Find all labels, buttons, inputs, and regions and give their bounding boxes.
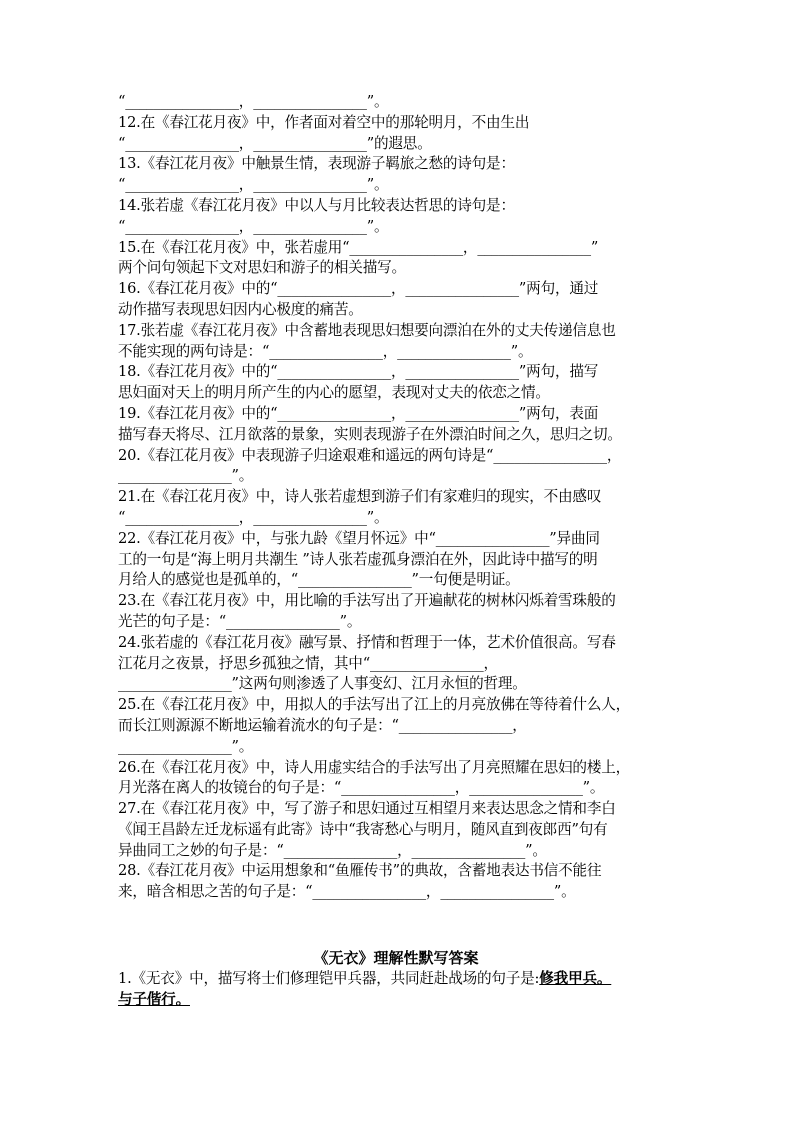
q14-line2: “________________，________________”。	[118, 217, 389, 235]
q13-line1: 13.《春江花月夜》中触景生情，表现游子羁旅之愁的诗句是：	[118, 155, 515, 173]
q15-line2: 两个问句领起下文对思妇和游子的相关描写。	[118, 259, 406, 277]
q12-line1: 12.在《春江花月夜》中，作者面对着空中的那轮明月，不由生出	[118, 113, 530, 131]
q27-line2: 《闻王昌龄左迁龙标遥有此寄》诗中“我寄愁心与明月，随风直到夜郎西”句有	[118, 820, 608, 838]
q16-line1: 16.《春江花月夜》中的“________________，________________”两句，通过	[118, 280, 599, 298]
q28-line1: 28.《春江花月夜》中运用想象和“鱼雁传书”的典故，含蓄地表达书信不能往	[118, 862, 602, 880]
q24-line2: 江花月之夜景，抒思乡孤独之情，其中“________________，	[118, 654, 498, 672]
answer-section-title: 《无衣》理解性默写答案	[313, 949, 479, 968]
q19-line2: 描写春天将尽、江月欲落的景象，实则表现游子在外漂泊时间之久，思归之切。	[118, 425, 622, 443]
q18-line1: 18.《春江花月夜》中的“________________，________________”两句，描写	[118, 363, 599, 381]
answer-q1-line2	[118, 990, 674, 1011]
q14-line1: 14.张若虚《春江花月夜》中以人与月比较表达哲思的诗句是：	[118, 196, 515, 214]
q22-line3: 月给人的感觉也是孤单的，“________________”一句便是明证。	[118, 571, 520, 589]
q26-line2: 月光落在离人的妆镜台的句子是：“________________，________________”。	[118, 779, 605, 797]
q24-line1: 24.张若虚的《春江花月夜》融写景、抒情和哲理于一体，艺术价值很高。写春	[118, 633, 616, 651]
q25-line2: 而长江则源源不断地运输着流水的句子是：“________________，	[118, 716, 527, 734]
q26-line1: 26.在《春江花月夜》中，诗人用虚实结合的手法写出了月亮照耀在思妇的楼上，	[118, 758, 630, 776]
q15-line1: 15.在《春江花月夜》中，张若虚用“________________，________________”	[118, 238, 599, 256]
q23-line1: 23.在《春江花月夜》中，用比喻的手法写出了开遍献花的树林闪烁着雪珠般的	[118, 592, 616, 610]
q18-line2: 思妇面对天上的明月所产生的内心的愿望，表现对丈夫的依恋之情。	[118, 384, 550, 402]
q22-line2: 工的一句是“海上明月共潮生 ”诗人张若虚孤身漂泊在外，因此诗中描写的明	[118, 550, 598, 568]
q11-tail-text: “________________，________________”。	[118, 93, 389, 110]
q25-line3: ________________”。	[118, 737, 254, 755]
q16-line2: 动作描写表现思妇因内心极度的痛苦。	[118, 300, 363, 318]
section-spacer	[118, 903, 674, 947]
q25-line1: 25.在《春江花月夜》中，用拟人的手法写出了江上的月亮放佛在等待着什么人，	[118, 696, 630, 714]
document-page	[118, 92, 674, 1011]
q20-line1: 20.《春江花月夜》中表现游子归途艰难和遥远的两句诗是“________________，	[118, 446, 622, 464]
answer-q1-part-b: 与子偕行。	[118, 990, 190, 1008]
q23-line2: 光芒的句子是：“________________”。	[118, 612, 362, 630]
answer-q1-line1	[118, 969, 674, 990]
q28-line2: 来，暗含相思之苦的句子是：“________________，________________”。	[118, 883, 576, 901]
q27-line1: 27.在《春江花月夜》中，写了游子和思妇通过互相望月来表达思念之情和李白	[118, 800, 616, 818]
q22-line1: 22.《春江花月夜》中，与张九龄《望月怀远》中“________________”异曲同	[118, 529, 600, 547]
q17-line1: 17.张若虚《春江花月夜》中含蓄地表现思妇想要向漂泊在外的丈夫传递信息也	[118, 321, 616, 339]
q27-line3: 异曲同工之妙的句子是：“________________，________________”。	[118, 841, 547, 859]
answer-q1-prefix: 1.《无衣》中，描写将士们修理铠甲兵器，共同赶赴战场的句子是:	[118, 970, 540, 988]
answer-q1-part-a: 修我甲兵。	[539, 970, 612, 988]
q12-line2: “________________，________________”的遐思。	[118, 134, 432, 152]
q20-line2: ________________”。	[118, 467, 254, 485]
q19-line1: 19.《春江花月夜》中的“________________，________________”两句，表面	[118, 404, 599, 422]
q24-line3: ________________”这两句则渗透了人事变幻、江月永恒的哲理。	[118, 675, 527, 693]
q21-line1: 21.在《春江花月夜》中，诗人张若虚想到游子们有家难归的现实，不由感叹	[118, 488, 602, 506]
q11-tail	[118, 92, 674, 113]
q17-line2: 不能实现的两句诗是：“________________，________________”。	[118, 342, 533, 360]
q21-line2: “________________，________________”。	[118, 508, 389, 526]
q13-line2: “________________，________________”。	[118, 176, 389, 194]
